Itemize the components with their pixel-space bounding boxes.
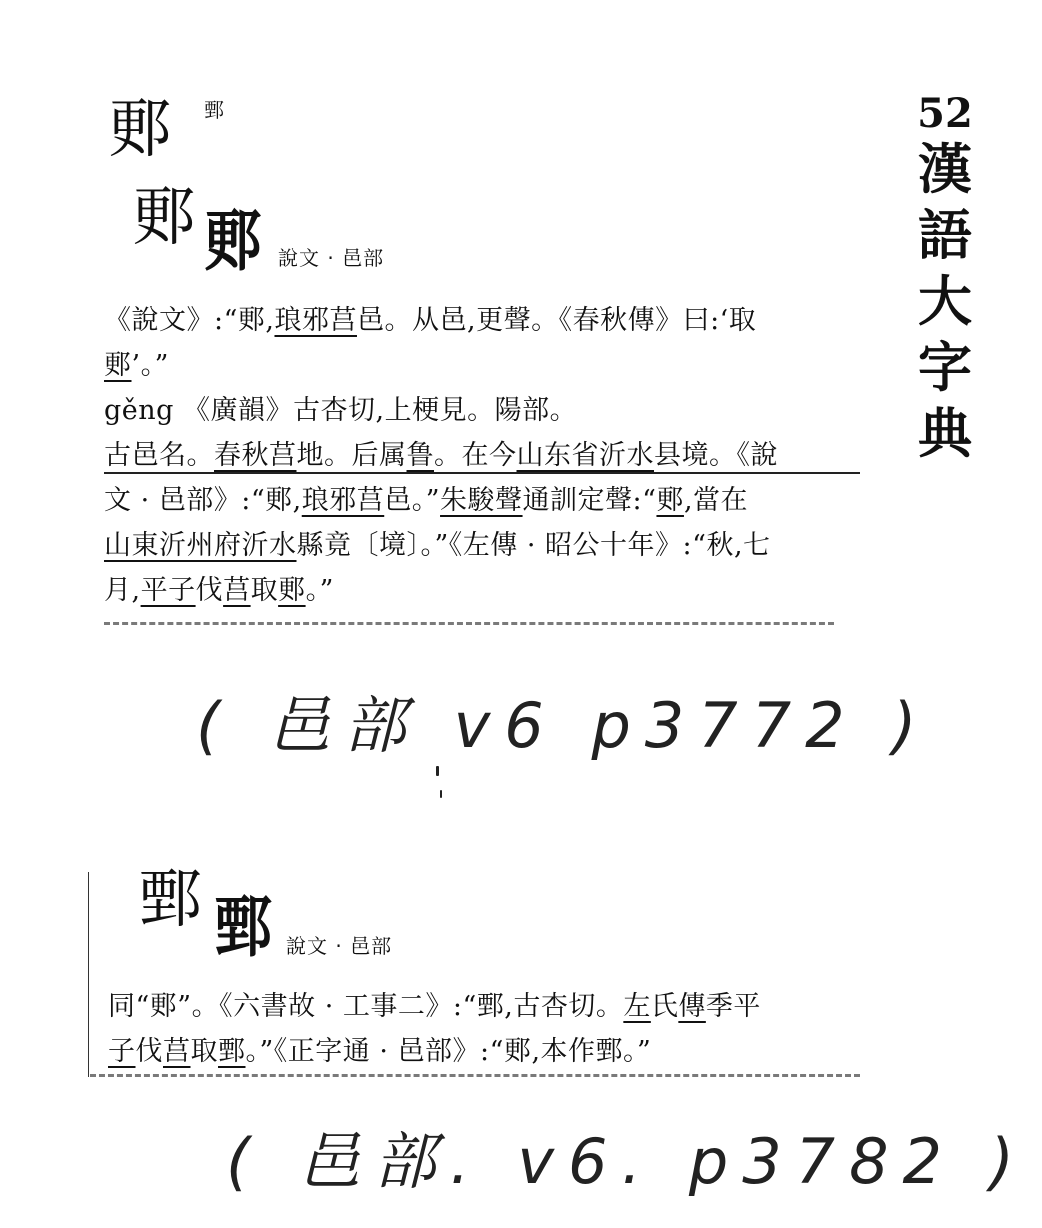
entry2-definition [108, 984, 868, 1074]
dictionary-title-char: 漢 [918, 137, 972, 201]
proper-name-underlined: 沂水 [599, 440, 654, 471]
entry1-handwritten-note: ( 邑部 v6 p3772 ) [196, 689, 931, 762]
scan-speck [436, 766, 439, 776]
definition-line [104, 343, 864, 388]
proper-name-underlined: 鄄 [218, 1036, 246, 1067]
proper-name-underlined: 莒 [223, 575, 251, 606]
proper-name-underlined: 傳 [678, 991, 706, 1022]
proper-name-underlined: 朱駿聲 [440, 485, 523, 516]
proper-name-underlined: 郠 [656, 485, 684, 516]
definition-line [104, 568, 864, 613]
scan-dashed-edge [90, 1074, 860, 1077]
text-segment: 文 · 邑部》:“郠, [104, 485, 302, 516]
text-segment: ,當在 [683, 485, 749, 516]
text-segment: 縣竟〔境〕。”《左傳 · 昭公十年》:“秋,七 [296, 530, 771, 561]
text-segment: 月, [104, 575, 141, 606]
entry2-headword-large: 鄄 [138, 863, 200, 937]
proper-name-underlined: 沂水 [241, 530, 297, 561]
text-segment: 伐 [195, 575, 224, 606]
text-segment: 取 [250, 575, 279, 606]
entry1-divider [104, 472, 860, 474]
entry1-definition [104, 298, 864, 613]
proper-name-underlined: 沂州府 [159, 530, 242, 561]
definition-line [104, 478, 864, 523]
entry1-headword-traditional: 郠 [108, 93, 170, 167]
entry1-variant-small: 鄄 [204, 98, 224, 122]
proper-name-underlined: 琅邪莒 [301, 485, 385, 516]
proper-name-underlined: 平子 [140, 575, 196, 606]
text-segment: 。” [305, 575, 334, 606]
proper-name-underlined: 郠 [104, 350, 132, 381]
text-segment: 季平 [705, 991, 761, 1022]
text-segment: 县境。《說 [654, 440, 778, 471]
entry2-source-label: 說文 · 邑部 [286, 934, 393, 958]
text-segment: 。在今 [434, 440, 517, 471]
definition-line [108, 984, 868, 1029]
text-segment: gěng 《廣韻》古杏切,上梗見。陽部。 [104, 395, 578, 426]
entry1-seal-script-glyph: 郠 [204, 201, 263, 281]
proper-name-underlined: 山東 [104, 530, 159, 561]
text-segment: 通訓定聲:“ [522, 485, 657, 516]
dictionary-title-char: 大 [918, 269, 972, 333]
proper-name-underlined: 春秋 [214, 440, 269, 471]
scan-dashed-edge [104, 622, 834, 625]
definition-line [104, 523, 864, 568]
dictionary-title-column [900, 92, 990, 466]
text-segment: 古邑名。 [104, 440, 214, 471]
dictionary-title-char: 語 [918, 203, 972, 267]
proper-name-underlined: 鲁 [406, 440, 434, 471]
definition-line [108, 1029, 868, 1074]
text-segment: 同“郠”。《六書故 · 工事二》:“鄄,古杏切。 [108, 991, 624, 1022]
proper-name-underlined: 琅邪莒 [274, 305, 357, 336]
text-segment: 取 [190, 1036, 218, 1067]
scan-edge-line [88, 872, 89, 1077]
proper-name-underlined: 子 [108, 1036, 136, 1067]
text-segment: 地。后属 [296, 440, 407, 471]
definition-line [104, 388, 864, 433]
text-segment: 氏 [650, 991, 679, 1022]
text-segment: 邑。从邑,更聲。《春秋傳》曰:‘取 [356, 305, 757, 336]
entry2-handwritten-note: ( 邑部. v6. p3782 ) [226, 1125, 1028, 1198]
dictionary-title-char: 典 [918, 401, 972, 465]
entry2-seal-script-glyph: 鄄 [214, 887, 273, 967]
proper-name-underlined: 莒 [269, 440, 297, 471]
entry1-headword-large: 郠 [132, 181, 194, 255]
text-segment: 伐 [135, 1036, 163, 1067]
proper-name-underlined: 郠 [278, 575, 306, 606]
text-segment: 《說文》:“郠, [104, 305, 275, 336]
text-segment: 。”《正字通 · 邑部》:“郠,本作鄄。” [245, 1036, 652, 1067]
scan-speck [440, 790, 442, 798]
proper-name-underlined: 山东省 [516, 440, 599, 471]
proper-name-underlined: 莒 [163, 1036, 191, 1067]
definition-line [104, 298, 864, 343]
proper-name-underlined: 左 [623, 991, 651, 1022]
entry1-source-label: 說文 · 邑部 [278, 246, 385, 270]
text-segment: 邑。” [384, 485, 441, 516]
dictionary-title-char: 字 [918, 335, 972, 399]
volume-number: 52 [917, 90, 973, 137]
text-segment: ’。” [131, 350, 169, 381]
